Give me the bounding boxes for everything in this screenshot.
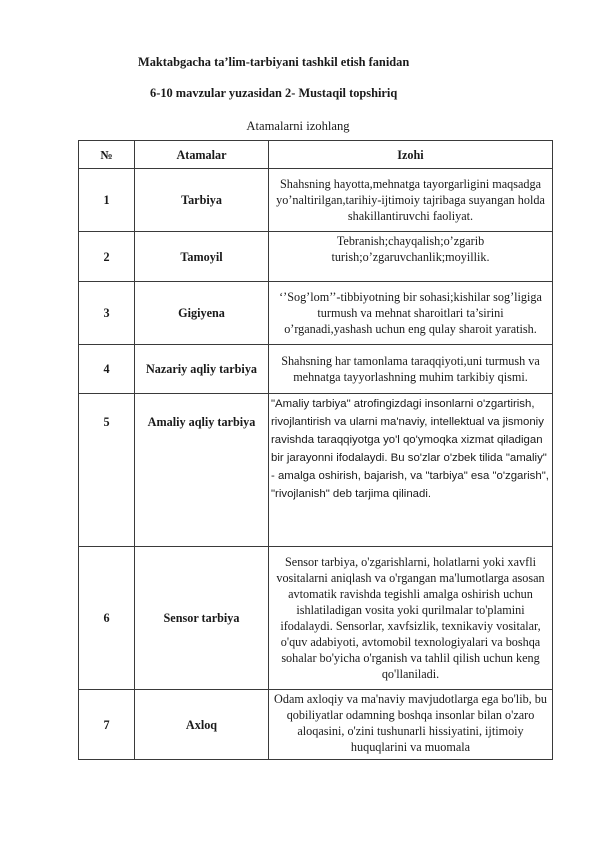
- row-term: Nazariy aqliy tarbiya: [135, 345, 269, 394]
- row-term: Axloq: [135, 690, 269, 760]
- row-description: Odam axloqiy va ma'naviy mavjudotlarga ega bo'lib, bu qobiliyatlar odamning boshqa insonlar bilan o'zaro aloqasini, o'zini tushunarli hissiyatini, ijtimoiy huquqlarini va muomala: [269, 690, 553, 760]
- table-row: [79, 169, 553, 232]
- row-description: Tebranish;chayqalish;o’zgarib turish;o’zgaruvchanlik;moyillik.: [269, 232, 553, 282]
- table-header-row: [79, 141, 553, 169]
- row-number: 2: [79, 232, 135, 282]
- table-row: [79, 282, 553, 345]
- column-header-description: Izohi: [269, 141, 553, 169]
- row-number: 4: [79, 345, 135, 394]
- row-number: 6: [79, 547, 135, 690]
- row-term: Tarbiya: [135, 169, 269, 232]
- table-row: [79, 690, 553, 760]
- document-subtitle: 6-10 mavzular yuzasidan 2- Mustaqil topshiriq: [150, 86, 398, 100]
- row-description: Shahsning har tamonlama taraqqiyoti,uni turmush va mehnatga tayyorlashning muhim tarkibiy qismi.: [269, 345, 553, 394]
- table-row: [79, 345, 553, 394]
- row-description: "Amaliy tarbiya" atrofingizdagi insonlarni o'zgartirish, rivojlantirish va ularni ma'naviy, intellektual va jismoniy ravishda taraqqiyotga yo'l qo'ymoqka xizmat qiladigan bir jarayonni ifodalaydi. Bu so'zlar o'zbek tilida "amaliy" - amalga oshirish, bajarish, va "tarbiya" esa "o'zgarish", "rivojlanish" deb tarjima qilinadi.: [269, 394, 553, 547]
- document-title: Maktabgacha ta’lim-tarbiyani tashkil etish fanidan: [138, 55, 410, 69]
- row-number: 3: [79, 282, 135, 345]
- column-header-number: №: [79, 141, 135, 169]
- row-number: 7: [79, 690, 135, 760]
- table-caption: Atamalarni izohlang: [246, 119, 350, 133]
- row-term: Tamoyil: [135, 232, 269, 282]
- column-header-term: Atamalar: [135, 141, 269, 169]
- terms-table: [78, 140, 553, 760]
- table-row: [79, 547, 553, 690]
- row-number: 1: [79, 169, 135, 232]
- table-row: [79, 232, 553, 282]
- row-description: ‘’Sog’lom’’-tibbiyotning bir sohasi;kishilar sog’ligiga turmush va mehnat sharoitlari ta’sirini o’rganadi,yashash uchun eng qulay sharoit yaratish.: [269, 282, 553, 345]
- row-term: Gigiyena: [135, 282, 269, 345]
- row-description: Sensor tarbiya, o'zgarishlarni, holatlarni yoki xavfli vositalarni aniqlash va o'rgangan ma'lumotlarga asosan avtomatik ravishda tegishli amalga oshirish uchun ishlatiladigan vosita yoki qurilmalar to'plamini ifodalaydi. Sensorlar, xavfsizlik, texnikaviy vositalar, o'quv adabiyoti, avtomobil texnologiyalari va boshqa sohalar bo'yicha o'rganish va tahlil qilish uchun keng qo'llaniladi.: [269, 547, 553, 690]
- row-term: Sensor tarbiya: [135, 547, 269, 690]
- row-number: 5: [79, 394, 135, 547]
- table-row: [79, 394, 553, 547]
- row-description: Shahsning hayotta,mehnatga tayorgarligini maqsadga yo’naltirilgan,tarihiy-ijtimoiy tajribaga suyangan holda shakillantiruvchi faoliyat.: [269, 169, 553, 232]
- row-term: Amaliy aqliy tarbiya: [135, 394, 269, 547]
